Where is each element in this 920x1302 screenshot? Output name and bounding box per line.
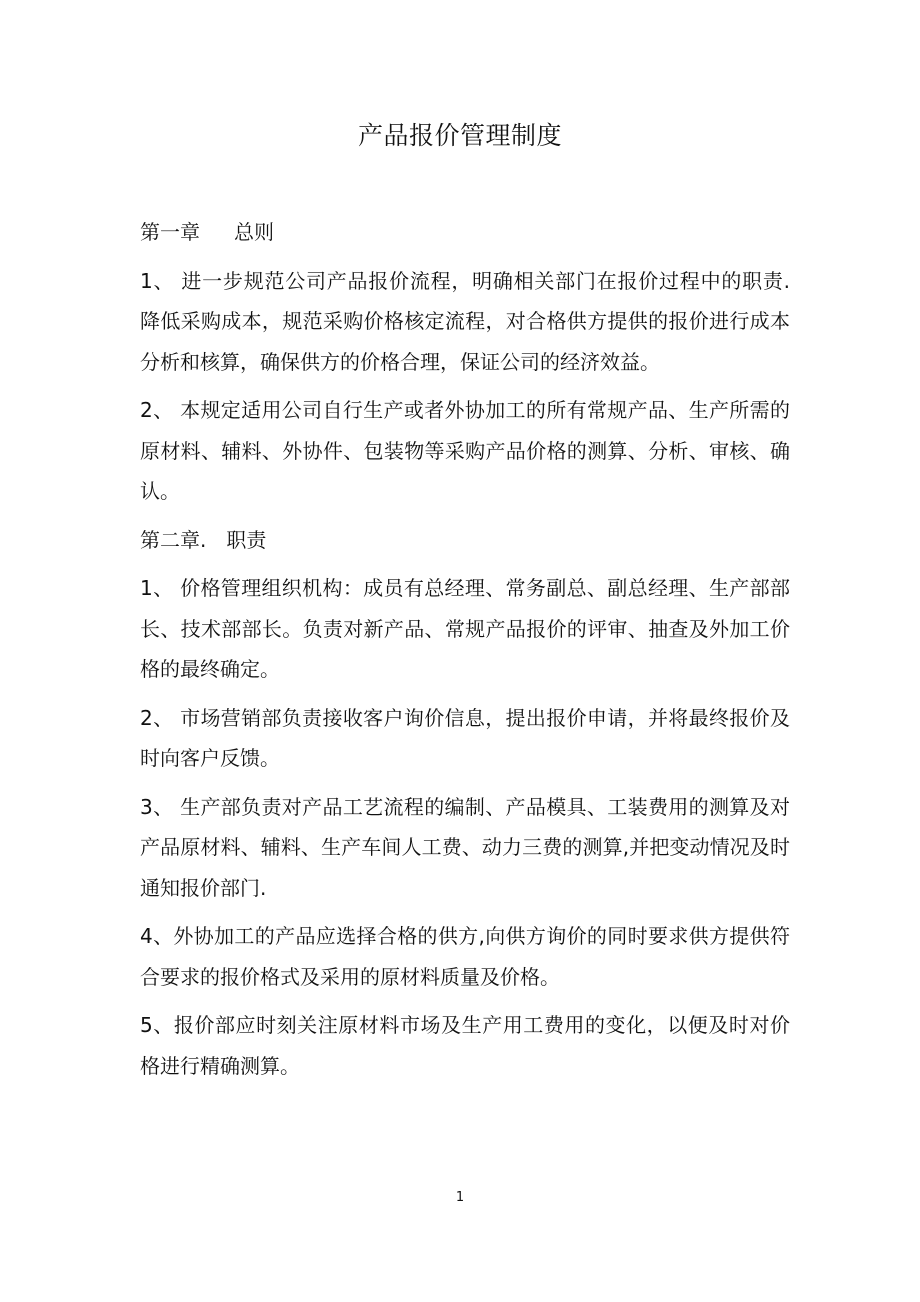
- list-item: [140, 261, 790, 383]
- list-item: [140, 390, 790, 512]
- item-text: 价格管理组织机构：成员有总经理、常务副总、副总经理、生产部部长、技术部部长。负责对新产品、常规产品报价的评审、抽查及外加工价格的最终确定。: [140, 576, 790, 681]
- chapter-heading: [140, 520, 790, 561]
- item-text: 市场营销部负责接收客户询价信息，提出报价申请，并将最终报价及时向客户反馈。: [140, 705, 790, 770]
- document-body: [140, 212, 790, 1094]
- chapter-number: 第一章: [140, 220, 200, 244]
- item-number: 2、: [140, 398, 174, 422]
- item-number: 5、: [140, 1013, 174, 1037]
- item-text: 进一步规范公司产品报价流程，明确相关部门在报价过程中的职责. 降低采购成本，规范采购价格核定流程，对合格供方提供的报价进行成本分析和核算，确保供方的价格合理，保证公司的经济效益。: [140, 268, 790, 374]
- item-text: 报价部应时刻关注原材料市场及生产用工费用的变化，以便及时对价格进行精确测算。: [140, 1013, 790, 1078]
- chapter-name: 总则: [234, 220, 274, 244]
- item-text: 本规定适用公司自行生产或者外协加工的所有常规产品、生产所需的原材料、辅料、外协件、包装物等采购产品价格的测算、分析、审核、确认。: [140, 398, 790, 503]
- list-item: [140, 568, 790, 690]
- item-number: 4、: [140, 924, 174, 948]
- list-item: [140, 787, 790, 909]
- chapter-name: 职责: [226, 527, 267, 552]
- list-item: [140, 916, 790, 997]
- list-item: [140, 698, 790, 779]
- item-text: 生产部负责对产品工艺流程的编制、产品模具、工装费用的测算及对产品原材料、辅料、生产车间人工费、动力三费的测算,并把变动情况及时通知报价部门.: [140, 794, 790, 900]
- chapter-heading: [140, 212, 790, 253]
- item-number: 2、: [140, 705, 174, 730]
- list-item: [140, 1005, 790, 1086]
- document-title: 产品报价管理制度: [357, 121, 562, 150]
- item-number: 1、: [140, 268, 175, 293]
- item-number: 3、: [140, 794, 174, 819]
- item-number: 1、: [140, 576, 174, 600]
- item-text: 外协加工的产品应选择合格的供方,向供方询价的同时要求供方提供符合要求的报价格式及采用的原材料质量及价格。: [140, 924, 790, 989]
- page-number: 1: [455, 1190, 465, 1205]
- chapter-number: 第二章.: [140, 527, 207, 552]
